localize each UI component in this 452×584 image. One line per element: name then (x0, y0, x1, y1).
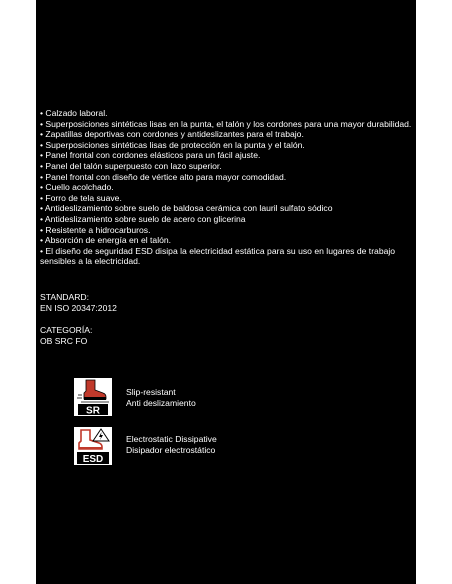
feature-item: • Antideslizamiento sobre suelo de acero con glicerina (40, 213, 246, 224)
feature-item: • Resistente a hidrocarburos. (40, 224, 151, 235)
electrostatic-dissipative-icon (73, 426, 113, 466)
svg-text:ESD: ESD (82, 454, 104, 465)
standard-block (40, 292, 117, 313)
certification-esd (73, 426, 393, 466)
certification-es: Disipador electrostático (126, 444, 216, 455)
certification-es: Anti deslizamiento (126, 397, 196, 408)
feature-item: • El diseño de seguridad ESD disipa la electricidad estática para su uso en lugares de trabajo sensibles a la electricidad. (40, 245, 396, 267)
certification-text (126, 387, 196, 408)
svg-text:SR: SR (86, 405, 100, 417)
feature-item: • Zapatillas deportivas con cordones y antideslizantes para el trabajo. (40, 129, 304, 140)
standard-label: STANDARD: (40, 292, 90, 302)
certification-en: Electrostatic Dissipative (126, 434, 217, 444)
feature-item: • Superposiciones sintéticas lisas de protección en la punta y el talón. (40, 139, 305, 150)
category-block (40, 325, 92, 346)
feature-item: • Panel frontal con diseño de vértice alto para mayor comodidad. (40, 171, 287, 182)
feature-item: • Forro de tela suave. (40, 192, 122, 203)
feature-item: • Panel frontal con cordones elásticos para un fácil ajuste. (40, 150, 261, 161)
feature-item: • Calzado laboral. (40, 108, 108, 118)
certification-slip-resistant (73, 377, 393, 417)
feature-item: • Absorción de energía en el talón. (40, 235, 172, 246)
category-value: OB SRC FO (40, 335, 88, 346)
feature-item: • Superposiciones sintéticas lisas en la punta, el talón y los cordones para una mayor durabilidad. (40, 118, 412, 129)
category-label: CATEGORÍA: (40, 325, 93, 335)
certification-en: Slip-resistant (126, 387, 176, 397)
certification-text (126, 434, 217, 455)
feature-item: • Antideslizamiento sobre suelo de baldosa cerámica con lauril sulfato sódico (40, 203, 333, 214)
feature-item: • Cuello acolchado. (40, 182, 114, 193)
slip-resistant-icon (73, 377, 113, 417)
feature-list (40, 108, 416, 267)
standard-value: EN ISO 20347:2012 (40, 302, 117, 313)
feature-item: • Panel del talón superpuesto con lazo superior. (40, 160, 222, 171)
product-description-panel (36, 0, 416, 584)
